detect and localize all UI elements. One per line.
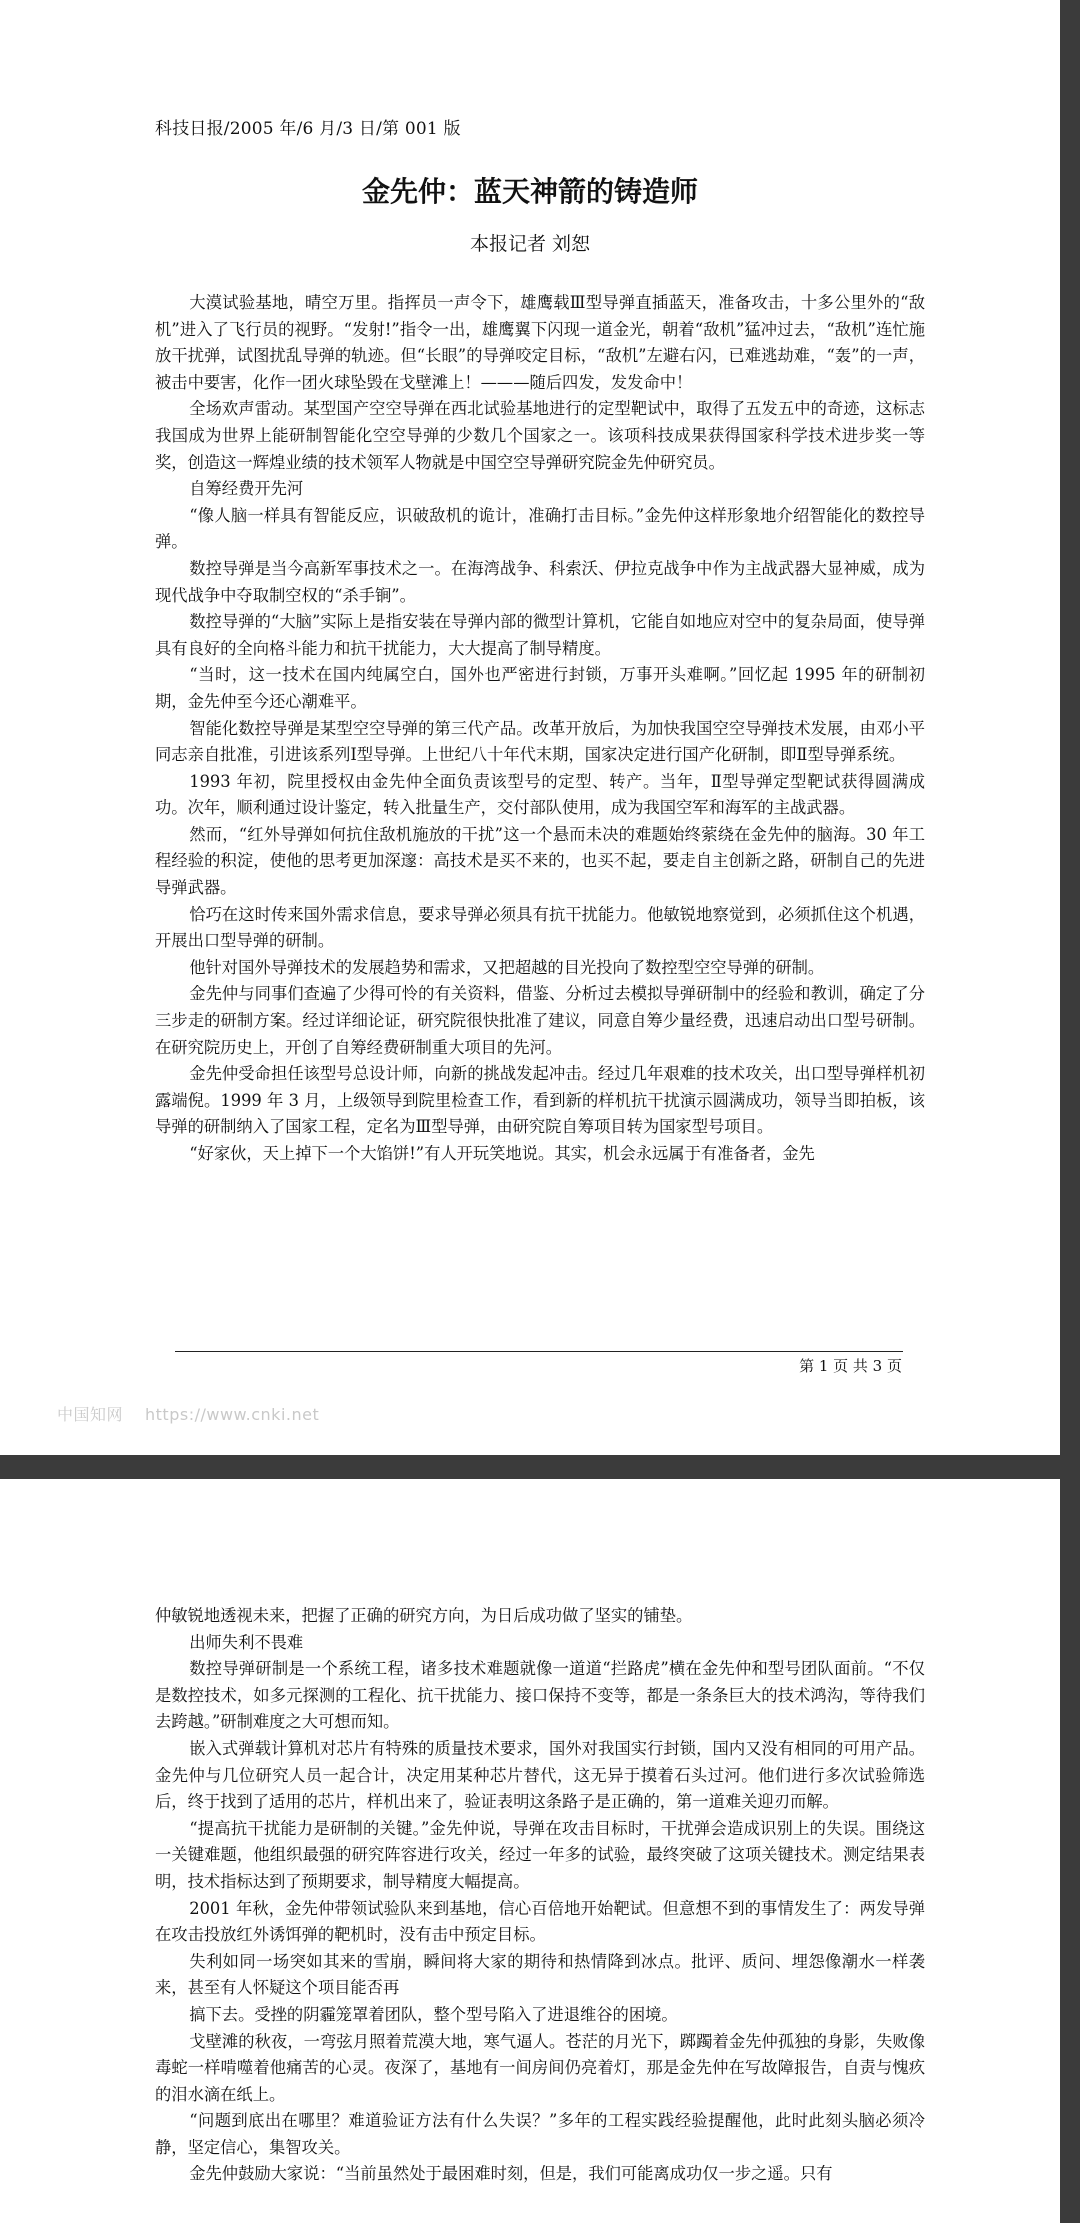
paragraph: “好家伙，天上掉下一个大馅饼!”有人开玩笑地说。其实，机会永远属于有准备者，金先 — [189, 1144, 815, 1163]
paragraph: 失利如同一场突如其来的雪崩，瞬间将大家的期待和热情降到冰点。批评、质问、埋怨像潮水一样袭来，甚至有人怀疑这个项目能否再 — [155, 1951, 925, 1998]
paragraph: 金先仲受命担任该型号总设计师，向新的挑战发起冲击。经过几年艰难的技术攻关，出口型导弹样机初露端倪。1999 年 3 月，上级领导到院里检查工作，看到新的样机抗干扰演示圆满成功，领导当即拍板，该导弹的研制纳入了国家工程，定名为Ⅲ型导弹，由研究院自筹项目转为国家型号项目。 — [155, 1064, 925, 1137]
paragraph: 智能化数控导弹是某型空空导弹的第三代产品。改革开放后，为加快我国空空导弹技术发展，由邓小平同志亲自批准，引进该系列Ⅰ型导弹。上世纪八十年代末期，国家决定进行国产化研制，即Ⅱ型导弹系统。 — [155, 718, 925, 765]
paragraph: 他针对国外导弹技术的发展趋势和需求，又把超越的目光投向了数控型空空导弹的研制。 — [189, 957, 825, 977]
page-number: 第 1 页 共 3 页 — [799, 1357, 902, 1375]
paragraph: 数控导弹研制是一个系统工程，诸多技术难题就像一道道“拦路虎”横在金先仲和型号团队面前。“不仅是数控技术，如多元探测的工程化、抗干扰能力、接口保持不变等，都是一条条巨大的技术鸿沟，等待我们去跨越。”研制难度之大可想而知。 — [155, 1659, 925, 1732]
paragraph: 全场欢声雷动。某型国产空空导弹在西北试验基地进行的定型靶试中，取得了五发五中的奇迹，这标志我国成为世界上能研制智能化空空导弹的少数几个国家之一。该项科技成果获得国家科学技术进步奖一等奖，创造这一辉煌业绩的技术领军人物就是中国空空导弹研究院金先仲研究员。 — [155, 399, 925, 472]
document-page-2 — [0, 1479, 1060, 2223]
watermark-name: 中国知网 — [57, 1405, 124, 1424]
paragraph: 数控导弹是当今高新军事技术之一。在海湾战争、科索沃、伊拉克战争中作为主战武器大显神威，成为现代战争中夺取制空权的“杀手锏”。 — [155, 558, 925, 605]
article-body — [155, 290, 925, 1168]
newspaper-source-line: 科技日报/2005 年/6 月/3 日/第 001 版 — [155, 119, 461, 139]
paragraph: 金先仲鼓励大家说：“当前虽然处于最困难时刻，但是，我们可能离成功仅一步之遥。只有 — [189, 2164, 833, 2184]
paragraph: 2001 年秋，金先仲带领试验队来到基地，信心百倍地开始靶试。但意想不到的事情发生了：两发导弹在攻击投放红外诱饵弹的靶机时，没有击中预定目标。 — [155, 1898, 925, 1945]
paragraph: 恰巧在这时传来国外需求信息，要求导弹必须具有抗干扰能力。他敏锐地察觉到，必须抓住这个机遇，开展出口型导弹的研制。 — [155, 904, 925, 951]
paragraph: 戈壁滩的秋夜，一弯弦月照着荒漠大地，寒气逼人。苍茫的月光下，踯躅着金先仲孤独的身影，失败像毒蛇一样啃噬着他痛苦的心灵。夜深了，基地有一间房间仍亮着灯，那是金先仲在写故障报告，自责与愧疚的泪水滴在纸上。 — [155, 2031, 925, 2104]
paragraph: “提高抗干扰能力是研制的关键。”金先仲说，导弹在攻击目标时，干扰弹会造成识别上的失误。围绕这一关键难题，他组织最强的研究阵容进行攻关，经过一年多的试验，最终突破了这项关键技术。测定结果表明，技术指标达到了预期要求，制导精度大幅提高。 — [155, 1818, 925, 1891]
paragraph: “问题到底出在哪里？难道验证方法有什么失误？”多年的工程实践经验提醒他，此时此刻头脑必须冷静，坚定信心，集智攻关。 — [155, 2111, 925, 2157]
paragraph: 金先仲与同事们查遍了少得可怜的有关资料，借鉴、分析过去模拟导弹研制中的经验和教训，确定了分三步走的研制方案。经过详细论证，研究院很快批准了建议，同意自筹少量经费，迅速启动出口型号研制。在研究院历史上，开创了自筹经费研制重大项目的先河。 — [155, 984, 925, 1057]
paragraph: 大漠试验基地，晴空万里。指挥员一声令下，雄鹰载Ⅲ型导弹直插蓝天，准备攻击，十多公里外的“敌机”进入了飞行员的视野。“发射!”指令一出，雄鹰翼下闪现一道金光，朝着“敌机”猛冲过去，“敌机”连忙施放干扰弹，试图扰乱导弹的轨迹。但“长眼”的导弹咬定目标，“敌机”左避右闪，已难逃劫难，“轰”的一声，被击中要害，化作一团火球坠毁在戈壁滩上！———随后四发，发发命中！ — [155, 293, 925, 392]
paragraph: “当时，这一技术在国内纯属空白，国外也严密进行封锁，万事开头难啊。”回忆起 1995 年的研制初期，金先仲至今还心潮难平。 — [155, 665, 925, 711]
paragraph: 1993 年初，院里授权由金先仲全面负责该型号的定型、转产。当年，Ⅱ型导弹定型靶试获得圆满成功。次年，顺利通过设计鉴定，转入批量生产，交付部队使用，成为我国空军和海军的主战武器。 — [155, 771, 925, 818]
paragraph: 然而，“红外导弹如何抗住敌机施放的干扰”这一个悬而未决的难题始终萦绕在金先仲的脑海。30 年工程经验的积淀，使他的思考更加深邃：高技术是买不来的，也买不起，要走自主创新之路，研制自己的先进导弹武器。 — [155, 824, 925, 898]
article-body-continued — [155, 1603, 925, 2188]
paragraph: “像人脑一样具有智能反应，识破敌机的诡计，准确打击目标。”金先仲这样形象地介绍智能化的数控导弹。 — [155, 505, 925, 552]
paragraph: 数控导弹的“大脑”实际上是指安装在导弹内部的微型计算机，它能自如地应对空中的复杂局面，使导弹具有良好的全向格斗能力和抗干扰能力，大大提高了制导精度。 — [155, 612, 925, 658]
section-heading: 出师失利不畏难 — [189, 1632, 304, 1652]
paragraph: 搞下去。受挫的阴霾笼罩着团队，整个型号陷入了进退维谷的困境。 — [189, 2004, 678, 2024]
paragraph-continuation: 仲敏锐地透视未来，把握了正确的研究方向，为日后成功做了坚实的铺垫。 — [155, 1606, 693, 1625]
watermark-url: https://www.cnki.net — [145, 1405, 320, 1424]
article-byline: 本报记者 刘恕 — [469, 233, 591, 255]
footer-divider — [175, 1351, 903, 1352]
article-title: 金先仲：蓝天神箭的铸造师 — [361, 175, 698, 208]
paragraph: 嵌入式弹载计算机对芯片有特殊的质量技术要求，国外对我国实行封锁，国内又没有相同的可用产品。金先仲与几位研究人员一起合计，决定用某种芯片替代，这无异于摸着石头过河。他们进行多次试验筛选后，终于找到了适用的芯片，样机出来了，验证表明这条路子是正确的，第一道难关迎刃而解。 — [155, 1738, 925, 1812]
cnki-watermark — [57, 1402, 319, 1425]
section-heading: 自筹经费开先河 — [189, 479, 304, 499]
